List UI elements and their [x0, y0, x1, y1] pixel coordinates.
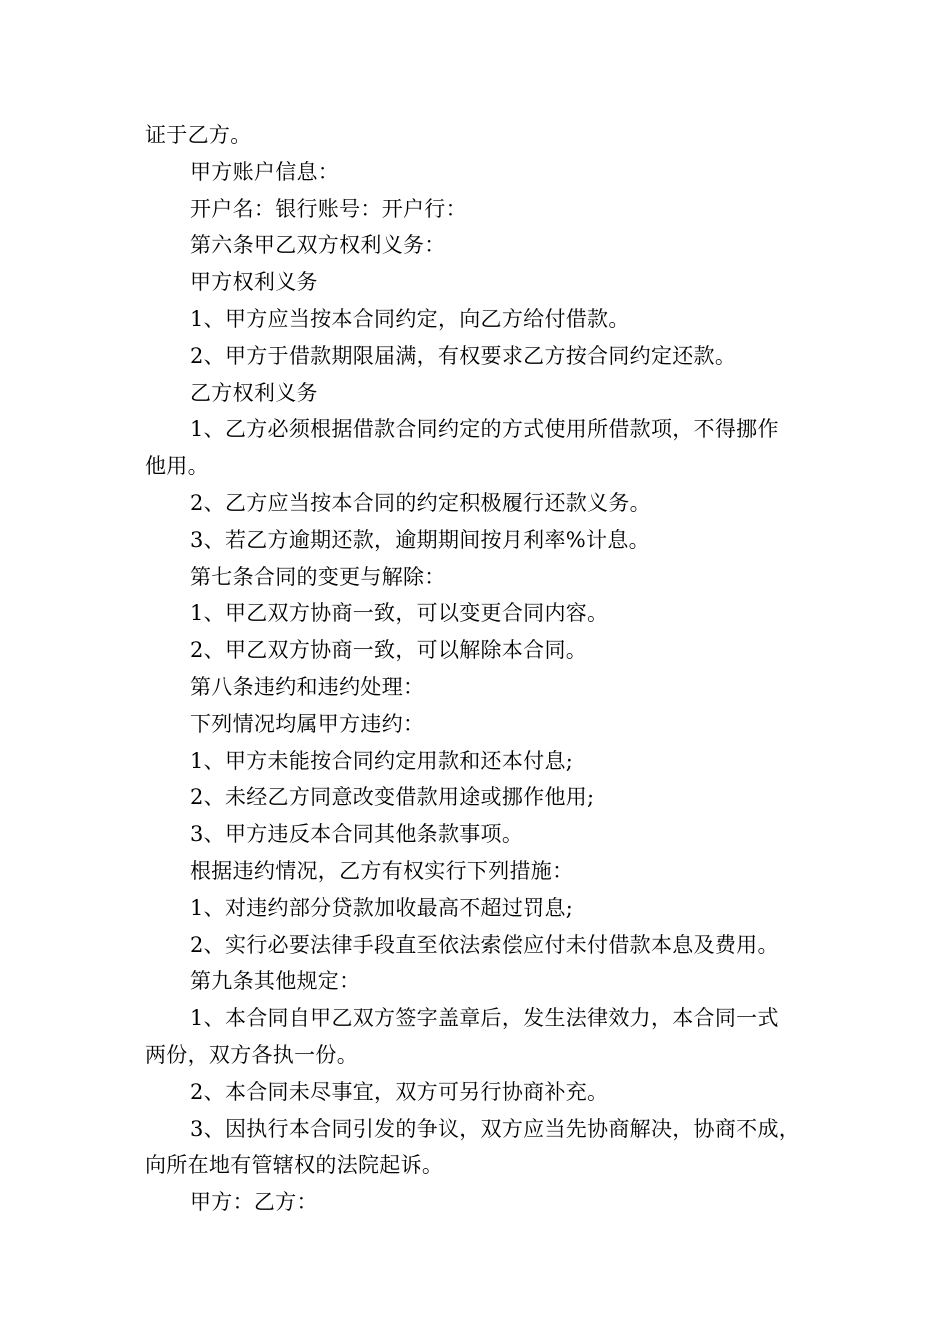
document-line: 他用。 [145, 454, 209, 479]
document-body [145, 117, 825, 1221]
document-line: 1、甲方未能按合同约定用款和还本付息; [190, 748, 574, 773]
document-line: 第八条违约和违约处理： [190, 674, 425, 699]
document-line: 1、甲乙双方协商一致，可以变更合同内容。 [190, 601, 609, 626]
document-line: 1、对违约部分贷款加收最高不超过罚息; [190, 895, 574, 920]
document-line: 1、乙方必须根据借款合同约定的方式使用所借款项，不得挪作 [190, 417, 779, 442]
document-line: 开户名：银行账号：开户行： [190, 196, 467, 221]
document-line: 2、乙方应当按本合同的约定积极履行还款义务。 [190, 490, 651, 515]
document-line: 甲方账户信息： [190, 159, 340, 184]
document-line: 2、甲方于借款期限届满，有权要求乙方按合同约定还款。 [190, 343, 737, 368]
document-line: 证于乙方。 [145, 123, 252, 147]
document-line: 2、未经乙方同意改变借款用途或挪作他用; [190, 785, 595, 810]
document-line: 1、本合同自甲乙双方签字盖章后，发生法律效力，本合同一式 [190, 1006, 779, 1031]
document-line: 2、实行必要法律手段直至依法索偿应付未付借款本息及费用。 [190, 932, 779, 957]
document-line: 向所在地有管辖权的法院起诉。 [145, 1153, 444, 1178]
document-line: 第七条合同的变更与解除： [190, 564, 446, 589]
document-line: 下列情况均属甲方违约： [190, 711, 425, 736]
document-line: 甲方：乙方： [190, 1190, 318, 1215]
document-line: 甲方权利义务 [190, 270, 318, 295]
document-line: 第六条甲乙双方权利义务： [190, 233, 446, 258]
document-line: 3、甲方违反本合同其他条款事项。 [190, 822, 524, 847]
document-line: 两份，双方各执一份。 [145, 1042, 358, 1067]
document-line: 根据违约情况，乙方有权实行下列措施： [190, 858, 574, 883]
document-line: 1、甲方应当按本合同约定，向乙方给付借款。 [190, 306, 630, 331]
document-line: 2、甲乙双方协商一致，可以解除本合同。 [190, 638, 588, 663]
document-line: 3、因执行本合同引发的争议，双方应当先协商解决，协商不成， [190, 1116, 801, 1141]
document-line: 2、本合同未尽事宜，双方可另行协商补充。 [190, 1079, 609, 1104]
document-line: 第九条其他规定： [190, 969, 361, 994]
document-line: 乙方权利义务 [190, 380, 318, 405]
document-line: 3、若乙方逾期还款，逾期期间按月利率%计息。 [190, 527, 650, 552]
